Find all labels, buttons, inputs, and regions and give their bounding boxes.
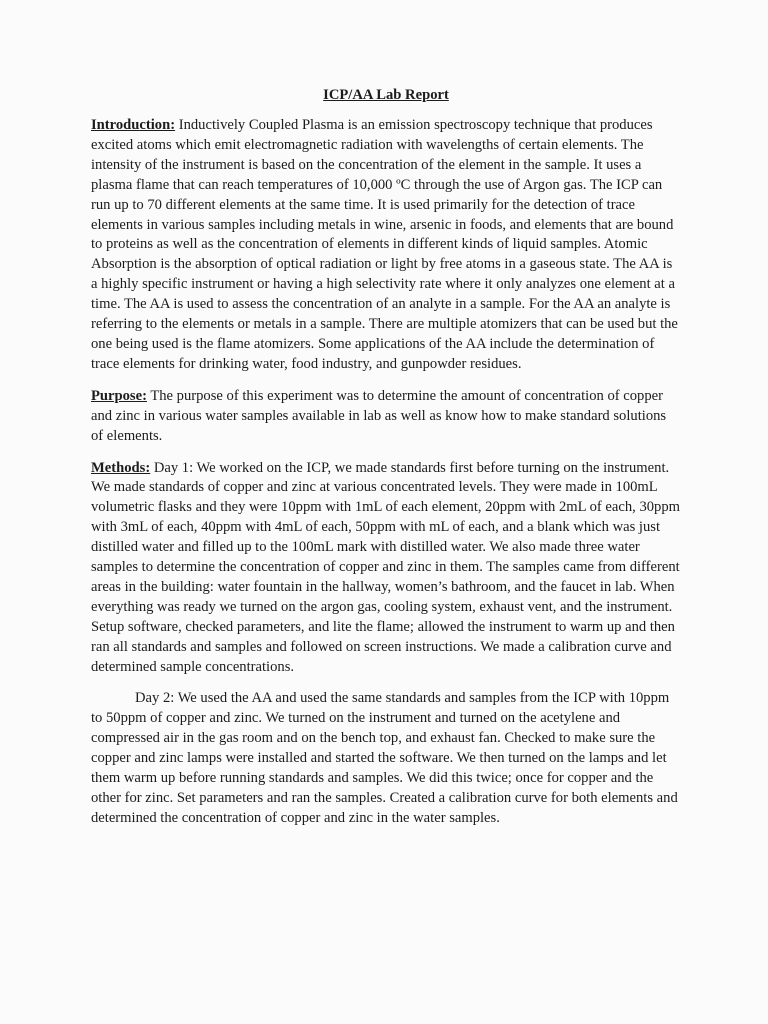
- introduction-heading: Introduction:: [91, 117, 176, 133]
- page-title: ICP/AA Lab Report: [323, 87, 449, 103]
- purpose-text: The purpose of this experiment was to determine the amount of concentration of copper and zinc in various water samples available in lab as well as know how to make standard solutions of elements.: [91, 387, 667, 444]
- document-body: [91, 85, 681, 841]
- methods-heading: Methods:: [91, 459, 151, 476]
- purpose-heading: Purpose:: [91, 387, 147, 404]
- introduction-text: Inductively Coupled Plasma is an emission spectroscopy technique that produces excited atoms which emit electromagnetic radiation with wavelengths of certain elements. The intensity of the instrument is based on the concentration of the element in the sample. It uses a plasma flame that can reach temperatures of 10,000 ºC through the use of Argon gas. The ICP can run up to 70 different elements at the same time. It is used primarily for the detection of trace elements in various samples including metals in wine, arsenic in foods, and elements that are bound to proteins as well as the concentration of elements in different kinds of liquid samples. Atomic Absorption is the absorption of optical radiation or light by free atoms in a gaseous state. The AA is a highly specific instrument or having a high selectivity rate where it only analyzes one element at a time. The AA is used to assess the concentration of an analyte in a sample. For the AA an analyte is referring to the elements or metals in a sample. There are multiple atomizers that can be used but the one being used is the flame atomizers. Some applications of the AA include the determination of trace elements for drinking water, food industry, and gunpowder residues.: [91, 117, 678, 372]
- methods-day2-paragraph: Day 2: We used the AA and used the same standards and samples from the ICP with 10ppm to 50ppm of copper and zinc. We turned on the instrument and turned on the acetylene and compressed air in the gas room and on the bench top, and exhaust fan. Checked to make sure the copper and zinc lamps were installed and started the software. We then turned on the lamps and let them warm up before running standards and samples. We did this twice; once for copper and the other for zinc. Set parameters and ran the samples. Created a calibration curve for both elements and determined the concentration of copper and zinc in the water samples.: [91, 690, 678, 826]
- methods-day1-text: Day 1: We worked on the ICP, we made standards first before turning on the instrument. We made standards of copper and zinc at various concentrated levels. They were made in 100mL volumetric flasks and they were 10ppm with 1mL of each element, 20ppm with 2mL of each, 30ppm with 3mL of each, 40ppm with 4mL of each, 50ppm with mL of each, and a blank which was just distilled water and filled up to the 100mL mark with distilled water. We also made three water samples to determine the concentration of copper and zinc in them. The samples came from different areas in the building: water fountain in the hallway, women’s bathroom, and the faucet in lab. When everything was ready we turned on the argon gas, cooling system, exhaust vent, and the instrument. Setup software, checked parameters, and lite the flame; allowed the instrument to warm up and then ran all standards and samples and followed on screen instructions. We made a calibration curve and determined sample concentrations.: [91, 459, 681, 675]
- introduction-paragraph: [91, 116, 681, 375]
- purpose-paragraph: [91, 387, 681, 447]
- methods-paragraph: [91, 459, 681, 678]
